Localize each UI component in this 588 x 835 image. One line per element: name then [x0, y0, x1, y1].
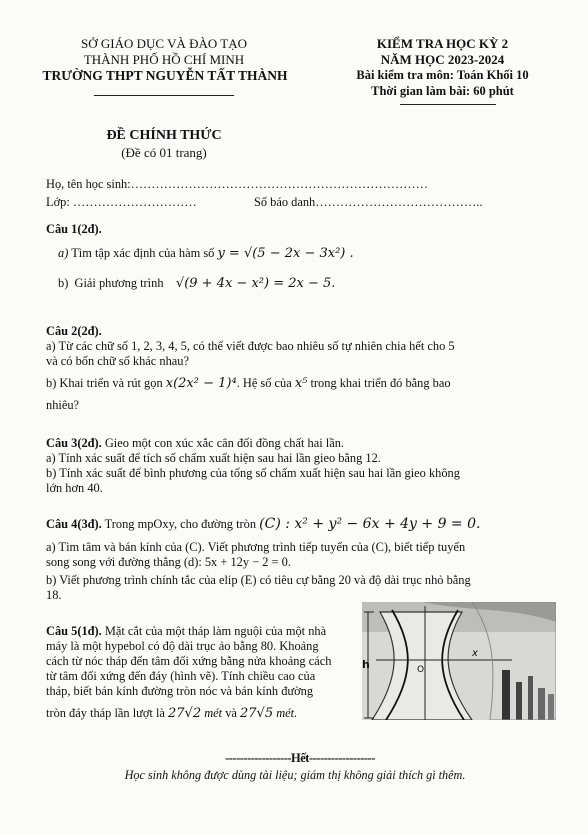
q3-intro: Gieo một con xúc xắc cân đối đồng chất hai lần. [101, 436, 344, 450]
q2-b-post: trong khai triển đó bằng bao [307, 376, 451, 390]
sbd-field: Số báo danh………………………………….. [254, 195, 483, 209]
q2-a-line1: a) Từ các chữ số 1, 2, 3, 4, 5, có thể viết được bao nhiêu số tự nhiên chia hết cho 5 [46, 339, 455, 353]
q1-b-math: √(9 + 4x − x²) = 2x − 5. [175, 276, 336, 291]
q4-circle: (C) : x² + y² − 6x + 4y + 9 = 0. [259, 516, 481, 532]
q5-line3: cách từ nóc tháp đến tâm đối xứng bằng nửa khoảng cách [46, 654, 332, 668]
q4-b-line1: b) Viết phương trình chính tắc của elip (E) có tiêu cự bằng 20 và độ dài trục nhỏ bằng [46, 573, 471, 587]
q4-title: Câu 4(3đ). [46, 517, 102, 531]
class-field: Lớp: ………………………… [46, 195, 197, 209]
q5-text1: Mặt cắt của một tháp làm nguội của một nhà [101, 624, 327, 638]
q3-b-line1: b) Tính xác suất để bình phương của tổng số chấm xuất hiện sau hai lần gieo không [46, 466, 460, 480]
q1-b-prefix: b) [58, 276, 69, 290]
footer-note: Học sinh không được dùng tài liệu; giám thị không giải thích gì thêm. [124, 768, 466, 782]
q3-b-line2: lớn hơn 40. [46, 481, 103, 495]
official-label: ĐỀ CHÍNH THỨC [106, 128, 222, 143]
cooling-tower-image [362, 602, 556, 720]
q2-b-mid: . Hệ số của [236, 376, 295, 390]
chimney-2 [516, 682, 522, 720]
q3-a: a) Tính xác suất để tích số chấm xuất hiện sau hai lần gieo bằng 12. [46, 451, 381, 465]
q5-line1 [46, 624, 326, 639]
chimney-1 [502, 670, 510, 720]
city-name: THÀNH PHỐ HỒ CHÍ MINH [83, 52, 245, 67]
label-o: O [417, 665, 425, 675]
q5-line5: tháp, biết bán kính đường tròn nóc và bán kính đường [46, 684, 314, 698]
q2-b-math2: x⁵ [294, 376, 308, 391]
q5-title: Câu 5(1đ). [46, 624, 102, 638]
q5-unit2: mét. [273, 706, 298, 720]
q2-b-math1: x(2x² − 1)⁴ [165, 376, 237, 391]
dept-name: SỞ GIÁO DỤC VÀ ĐÀO TẠO [81, 36, 247, 51]
q5-line2: máy là một hypebol có độ dài trục ảo bằng 80. Khoảng [46, 639, 319, 653]
duration-underline [400, 104, 496, 105]
q2-b-line2: nhiêu? [46, 398, 80, 412]
duration: Thời gian làm bài: 60 phút [371, 84, 514, 98]
q1-a-prefix: a) [58, 246, 69, 260]
q4-a-line2: song song với đường thẳng (d): 5x + 12y − 2 = 0. [46, 555, 291, 569]
cooling-tower-figure [362, 602, 556, 720]
q5-r1: 27√2 [168, 706, 202, 721]
q3-line0 [46, 436, 344, 451]
exam-title: KIỂM TRA HỌC KỲ 2 [376, 36, 509, 51]
q5-text6: tròn đáy tháp lần lượt là [46, 706, 169, 720]
q1-title: Câu 1(2đ). [46, 222, 102, 236]
q4-line0 [46, 517, 480, 532]
q2-title: Câu 2(2đ). [46, 324, 102, 338]
school-underline [94, 95, 234, 96]
page-count: (Đề có 01 trang) [121, 145, 207, 160]
chimney-3 [528, 676, 533, 720]
q5-line6 [46, 706, 297, 721]
q2-b-line1 [46, 376, 451, 391]
subject: Bài kiểm tra môn: Toán Khối 10 [356, 68, 529, 82]
school-year: NĂM HỌC 2023-2024 [380, 52, 505, 67]
q1-a-text: Tìm tập xác định của hàm số [68, 246, 218, 260]
q5-r2: 27√5 [240, 706, 274, 721]
end-marker: ------------------Hết------------------ [225, 751, 375, 765]
q4-intro: Trong mpOxy, cho đường tròn [101, 517, 260, 531]
chimney-4 [538, 688, 545, 720]
q1-b [58, 276, 335, 291]
q4-b-line2: 18. [46, 588, 62, 602]
q5-unit1: mét [201, 706, 223, 720]
q4-a-line1: a) Tìm tâm và bán kính của (C). Viết phương trình tiếp tuyến của (C), biết tiếp tuyến [46, 540, 466, 554]
q1-a [58, 246, 354, 261]
q1-b-text: Giải phương trình [74, 276, 164, 290]
q5-and: và [222, 706, 241, 720]
q1-a-math: y = √(5 − 2x − 3x²) . [217, 246, 354, 261]
school-name: TRƯỜNG THPT NGUYỄN TẤT THÀNH [42, 68, 288, 83]
q5-line4: từ tâm đối xứng đến đáy (hình vẽ). Tính chiều cao của [46, 669, 316, 683]
chimney-5 [548, 694, 554, 720]
q2-b-pre: b) Khai triển và rút gọn [46, 376, 166, 390]
q2-a-line2: và có bốn chữ số khác nhau? [46, 354, 189, 368]
label-x: x [472, 648, 478, 659]
student-name-field: Họ, tên học sinh:……………………………………………………………… [46, 177, 429, 191]
label-h: h [362, 658, 370, 671]
q3-title: Câu 3(2đ). [46, 436, 102, 450]
